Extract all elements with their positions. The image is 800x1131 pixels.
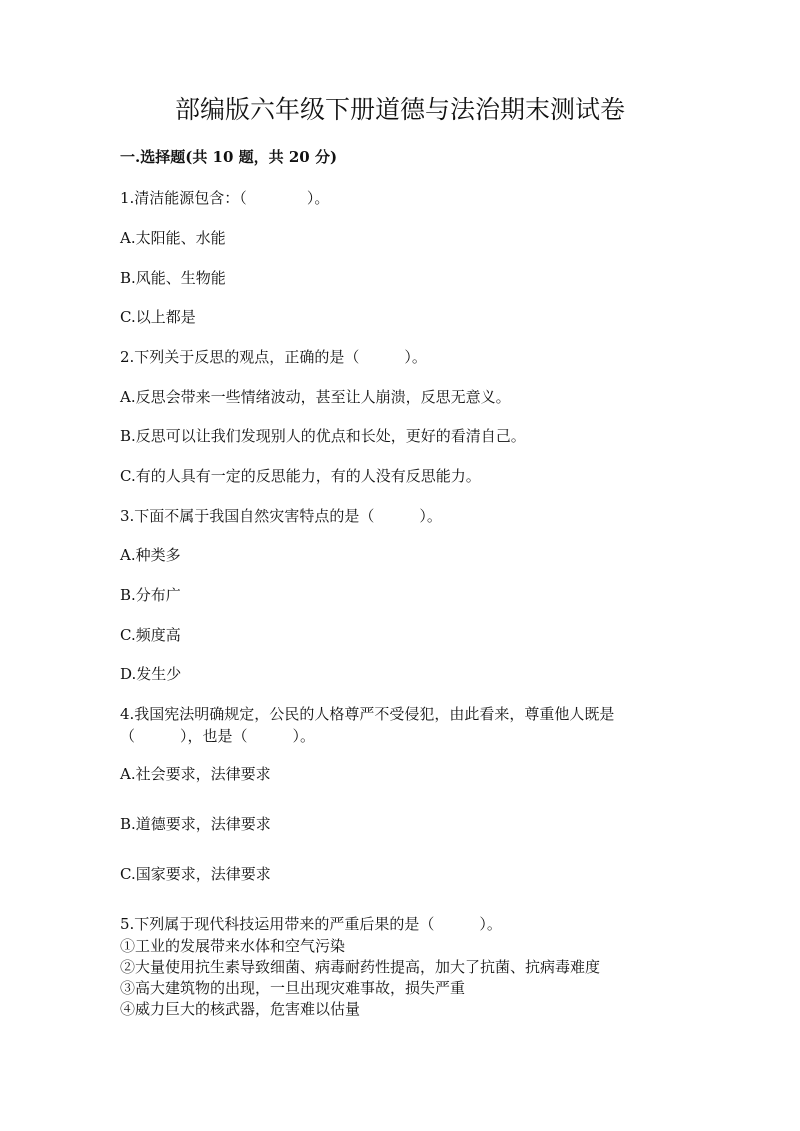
question-4-option-a: A.社会要求，法律要求 (120, 765, 271, 783)
question-2-stem: 2.下列关于反思的观点，正确的是（ ）。 (120, 348, 427, 366)
question-3-option-c: C.频度高 (120, 626, 181, 644)
question-2-option-c: C.有的人具有一定的反思能力，有的人没有反思能力。 (120, 467, 481, 485)
question-5-stem-line-1: 5.下列属于现代科技运用带来的严重后果的是（ ）。 (120, 915, 502, 933)
question-3-option-d: D.发生少 (120, 665, 182, 683)
question-3-option-a: A.种类多 (120, 546, 181, 564)
question-3-option-b: B.分布广 (120, 586, 181, 604)
question-4-option-b: B.道德要求，法律要求 (120, 815, 271, 833)
question-2-option-b: B.反思可以让我们发现别人的优点和长处，更好的看清自己。 (120, 427, 526, 445)
question-4-option-c: C.国家要求，法律要求 (120, 865, 271, 883)
question-1-option-c: C.以上都是 (120, 308, 196, 326)
question-4-stem-line-2: （ ），也是（ ）。 (120, 727, 316, 745)
question-1-option-b: B.风能、生物能 (120, 269, 226, 287)
section-heading: 一.选择题(共 10 题，共 20 分) (120, 148, 338, 166)
question-1-option-a: A.太阳能、水能 (120, 229, 226, 247)
question-5-statement-3: ③高大建筑物的出现，一旦出现灾难事故，损失严重 (120, 979, 466, 997)
question-5-statement-1: ①工业的发展带来水体和空气污染 (120, 937, 346, 955)
question-1-stem: 1.清洁能源包含：（ ）。 (120, 189, 330, 207)
page-title: 部编版六年级下册道德与法治期末测试卷 (174, 95, 625, 124)
question-3-stem: 3.下面不属于我国自然灾害特点的是（ ）。 (120, 507, 442, 525)
question-5-statement-2: ②大量使用抗生素导致细菌、病毒耐药性提高，加大了抗菌、抗病毒难度 (120, 958, 601, 976)
question-2-option-a: A.反思会带来一些情绪波动，甚至让人崩溃，反思无意义。 (120, 388, 511, 406)
question-4-stem-line-1: 4.我国宪法明确规定，公民的人格尊严不受侵犯，由此看来，尊重他人既是 (120, 705, 615, 723)
question-5-statement-4: ④威力巨大的核武器，危害难以估量 (120, 1000, 361, 1018)
